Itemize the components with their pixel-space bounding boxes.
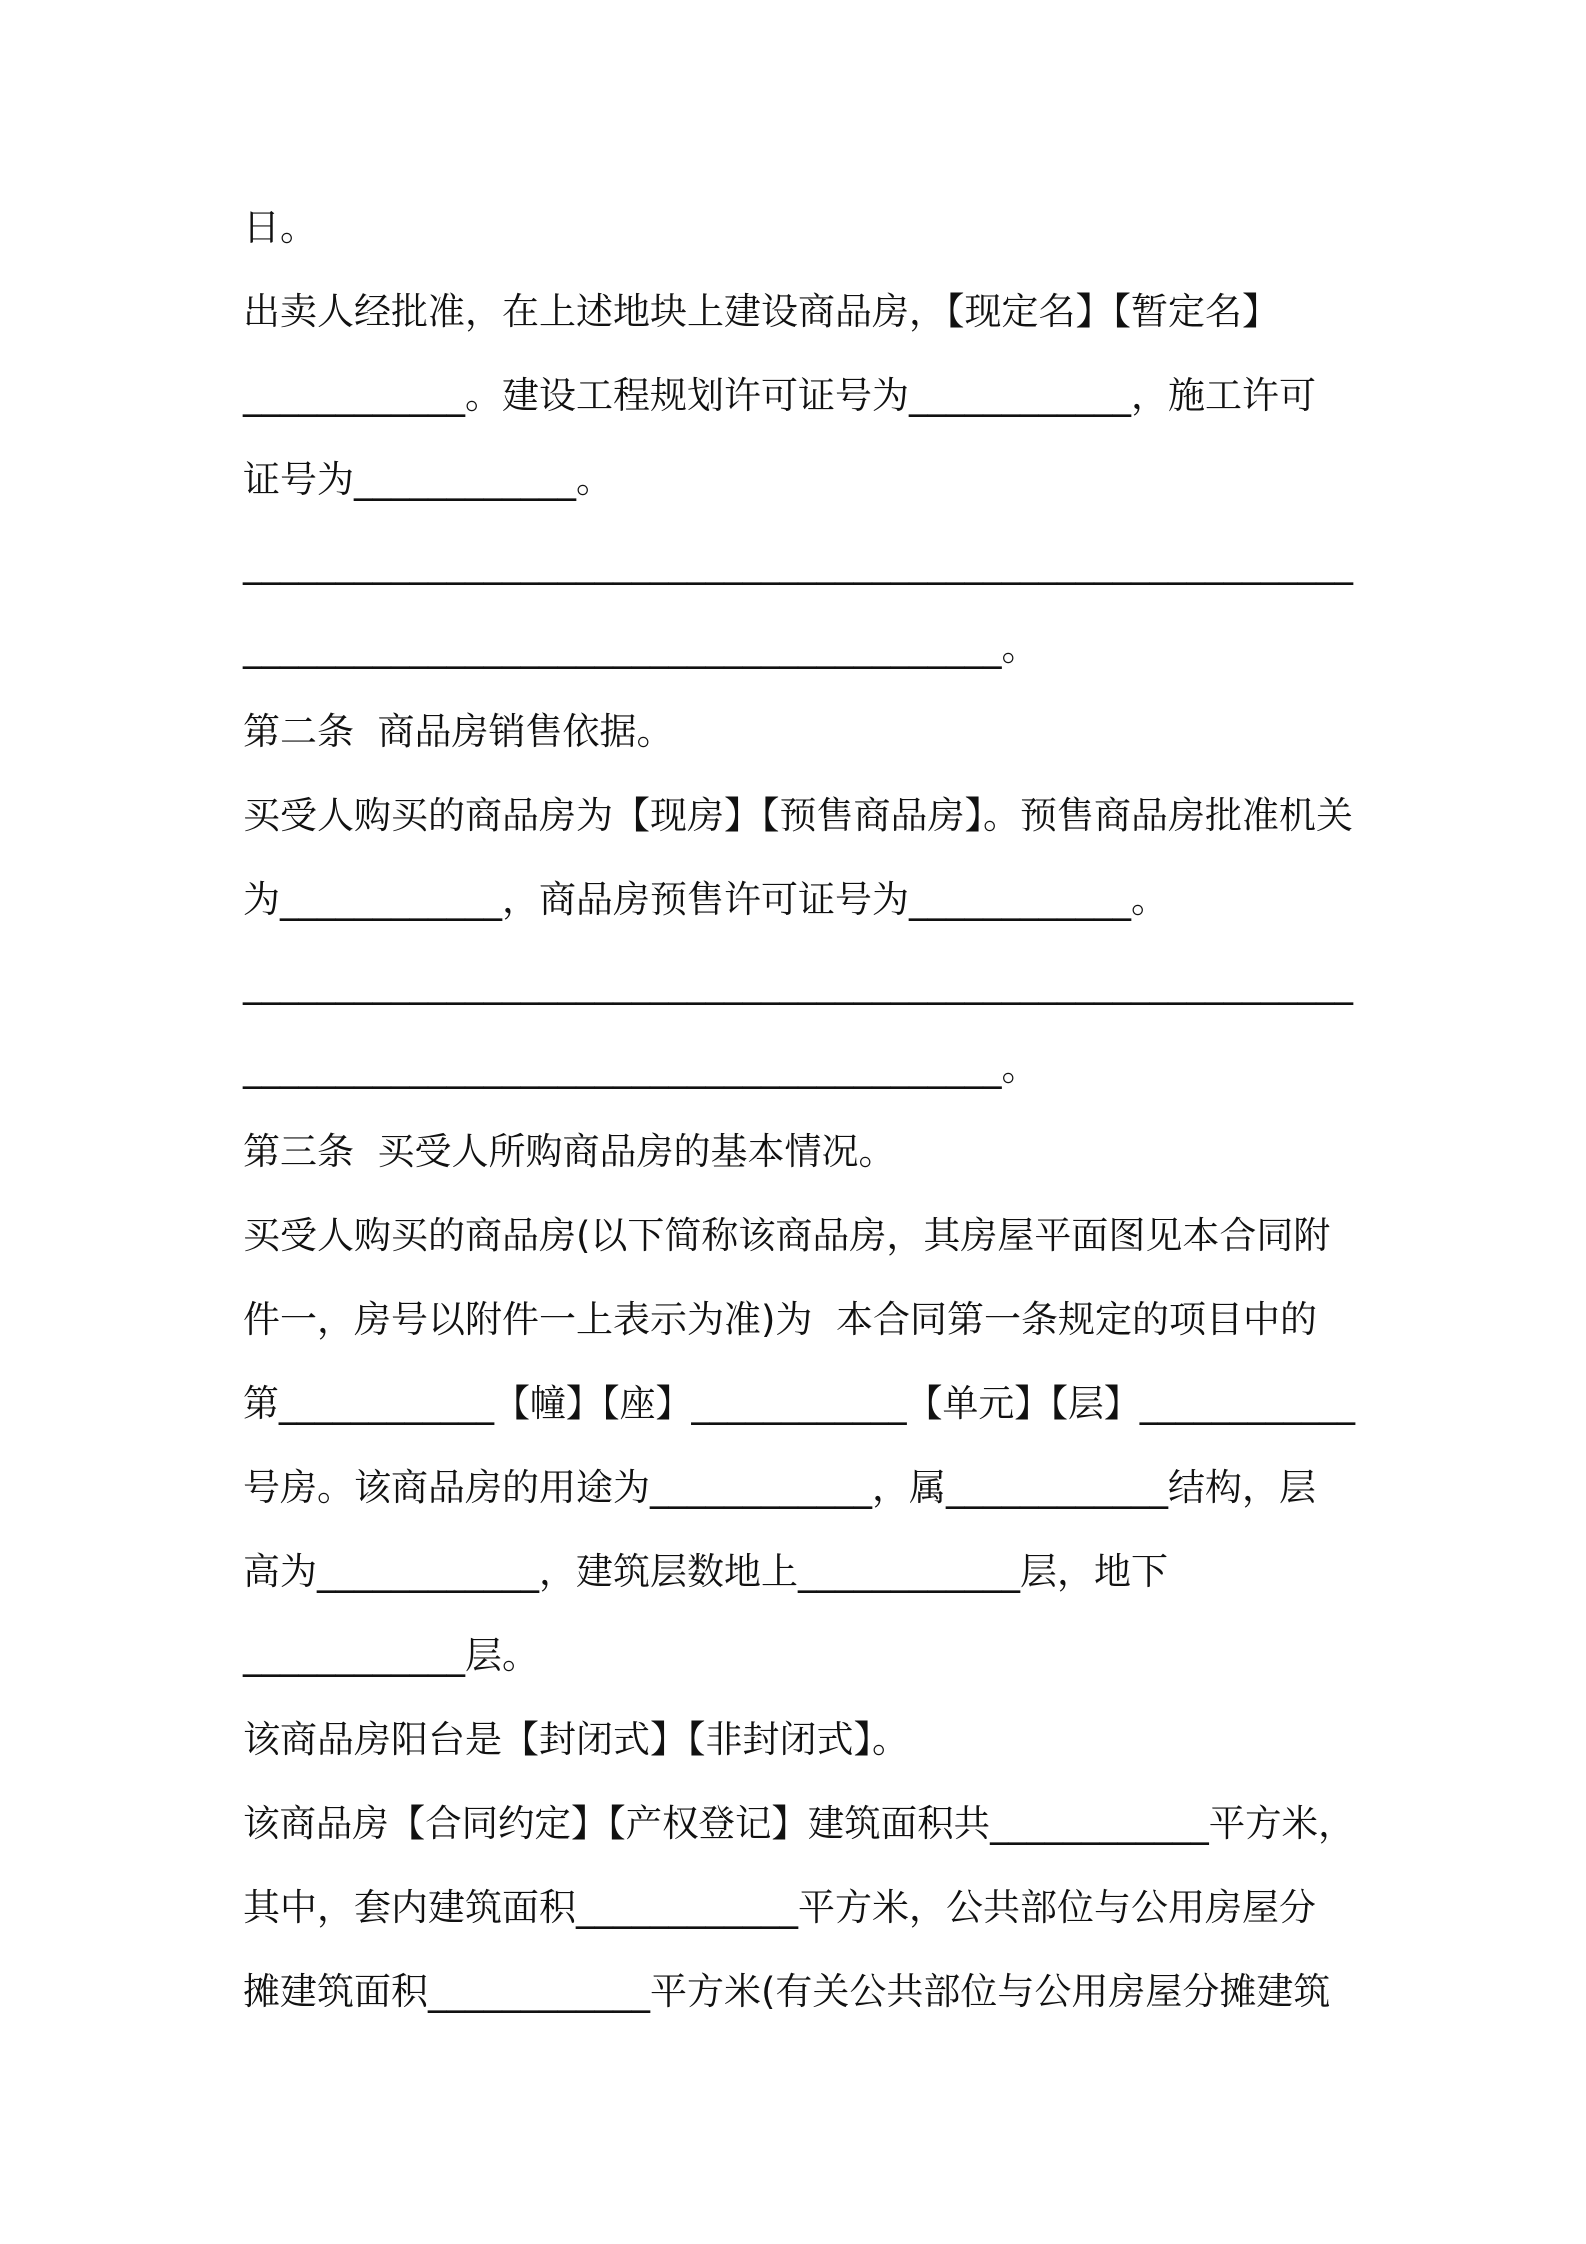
text-line-4: 证号为____________。 [243, 458, 613, 501]
text-line-5: ____________________________________________________________ [243, 542, 1353, 585]
text-line-14: 件一，房号以附件一上表示为准)为 本合同第一条规定的项目中的 [243, 1298, 1317, 1341]
text-line-2: 出卖人经批准，在上述地块上建设商品房，【现定名】【暂定名】 [243, 290, 1279, 333]
text-line-11: _________________________________________。 [243, 1046, 1039, 1089]
text-line-20: 该商品房【合同约定】【产权登记】建筑面积共____________平方米， [243, 1802, 1355, 1845]
text-line-6: _________________________________________。 [243, 626, 1039, 669]
text-line-22: 摊建筑面积____________平方米(有关公共部位与公用房屋分摊建筑 [243, 1970, 1331, 2013]
text-line-3: ____________。建设工程规划许可证号为____________，施工许可 [243, 374, 1316, 417]
article-heading-3: 第三条 买受人所购商品房的基本情况。 [243, 1130, 896, 1173]
text-line-16: 号房。该商品房的用途为____________，属____________结构，层 [243, 1466, 1316, 1509]
text-line-21: 其中，套内建筑面积____________平方米，公共部位与公用房屋分 [243, 1886, 1316, 1929]
text-line-9: 为____________，商品房预售许可证号为____________。 [243, 878, 1168, 921]
text-line-15: 第____________【幢】【座】____________【单元】【层】____________ [243, 1382, 1355, 1425]
text-line-19: 该商品房阳台是【封闭式】【非封闭式】。 [243, 1718, 909, 1761]
text-line-13: 买受人购买的商品房(以下简称该商品房，其房屋平面图见本合同附 [243, 1214, 1331, 1257]
text-line-18: ____________层。 [243, 1634, 539, 1677]
text-line-1: 日。 [243, 206, 317, 249]
text-line-8: 买受人购买的商品房为【现房】【预售商品房】。预售商品房批准机关 [243, 794, 1353, 837]
text-line-17: 高为____________，建筑层数地上____________层，地下 [243, 1550, 1168, 1593]
article-heading-2: 第二条 商品房销售依据。 [243, 710, 674, 753]
text-line-10: ____________________________________________________________ [243, 962, 1353, 1005]
